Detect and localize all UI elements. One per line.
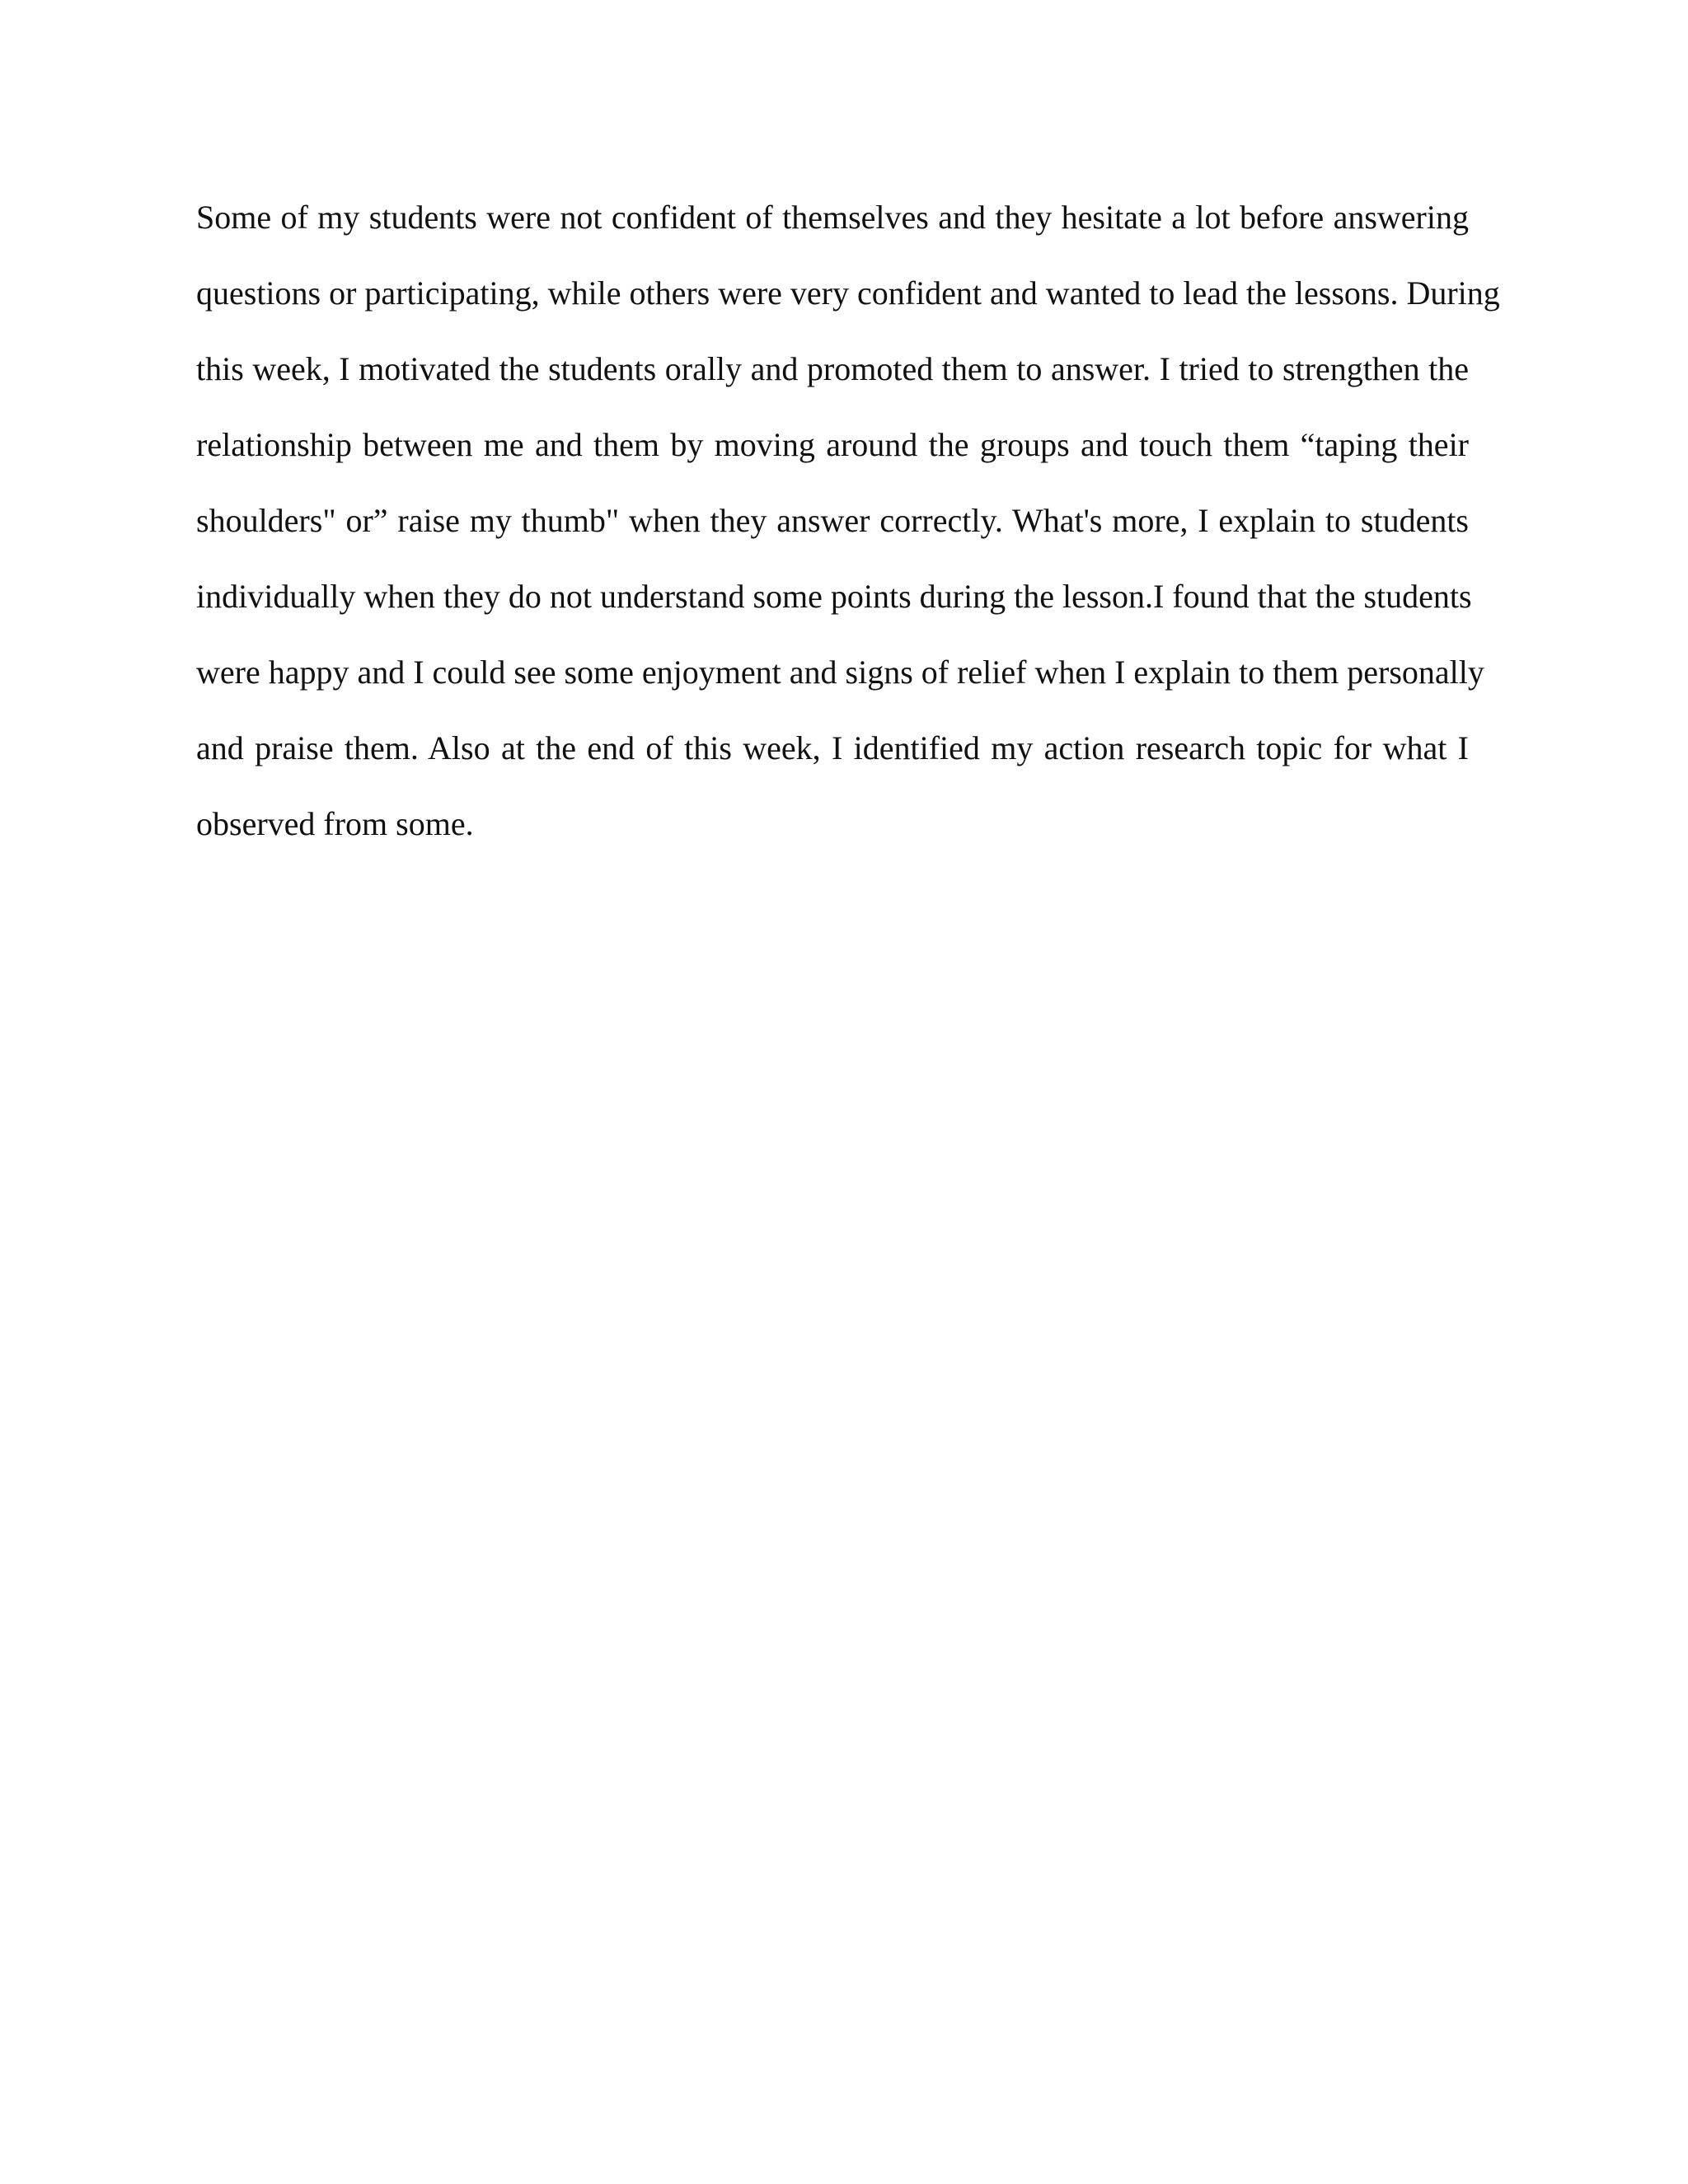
- body-paragraph: [196, 180, 1500, 862]
- paragraph-line: were happy and I could see some enjoyment and signs of relief when I explain to them personally: [196, 654, 1484, 691]
- paragraph-line: relationship between me and them by moving around the groups and touch them “taping their: [196, 426, 1469, 463]
- paragraph-line: observed from some.: [196, 805, 474, 842]
- paragraph-line: and praise them. Also at the end of this week, I identified my action research topic for what I: [196, 729, 1469, 766]
- paragraph-line: shoulders" or” raise my thumb" when they answer correctly. What's more, I explain to students: [196, 502, 1469, 539]
- paragraph-line: questions or participating, while others were very confident and wanted to lead the lessons. During: [196, 274, 1500, 312]
- paragraph-line: Some of my students were not confident of themselves and they hesitate a lot before answering: [196, 199, 1469, 236]
- paragraph-line: this week, I motivated the students orally and promoted them to answer. I tried to strengthen the: [196, 350, 1469, 387]
- paragraph-line: individually when they do not understand some points during the lesson.I found that the students: [196, 578, 1472, 615]
